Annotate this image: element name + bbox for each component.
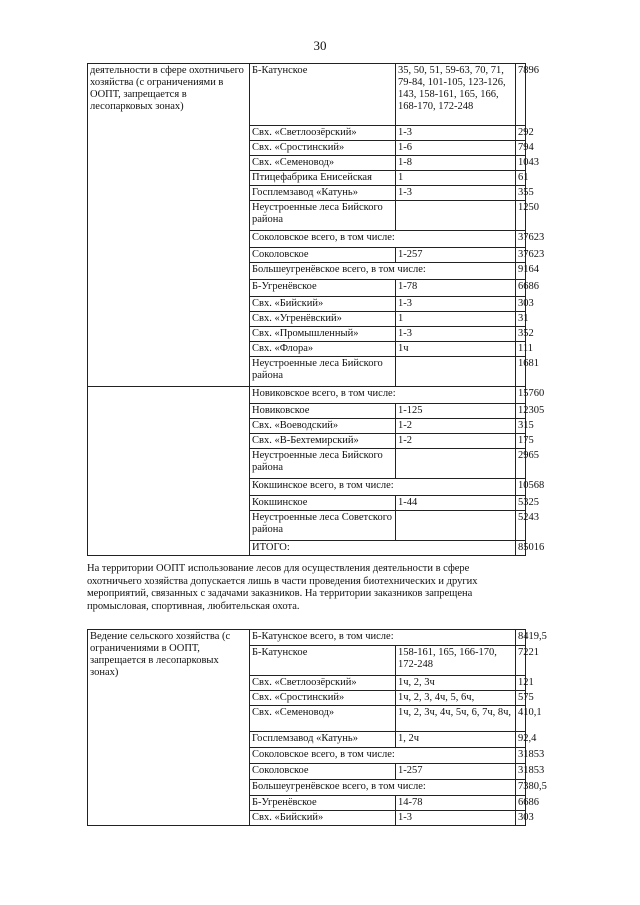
quarter-numbers — [396, 357, 516, 387]
quarter-numbers: 1-2 — [396, 434, 516, 449]
subtotal-label: Новиковское всего, в том числе: — [250, 387, 516, 404]
subtotal-label: ИТОГО: — [250, 541, 516, 556]
activity-cell: деятельности в сфере охотничьего хозяйства (с ограничениями в ООПТ, запрещается в лесопарковых зонах) — [88, 64, 250, 387]
forestry-name: Свх. «Промышленный» — [250, 327, 396, 342]
area-value: 303 — [516, 297, 526, 312]
forestry-name: Свх. «Угренёвский» — [250, 312, 396, 327]
area-value: 355 — [516, 186, 526, 201]
table-row — [88, 64, 526, 126]
forestry-name: Свх. «Сростинский» — [250, 691, 396, 706]
quarter-numbers: 1-3 — [396, 297, 516, 312]
quarter-numbers: 14-78 — [396, 796, 516, 811]
forestry-name: Свх. «Бийский» — [250, 811, 396, 826]
quarter-numbers: 1-3 — [396, 186, 516, 201]
subtotal-label: Большеугренёвское всего, в том числе: — [250, 780, 516, 796]
forestry-name: Неустроенные леса Советского района — [250, 511, 396, 541]
subtotal-label: Кокшинское всего, в том числе: — [250, 479, 516, 496]
subtotal-label: Б-Катунское всего, в том числе: — [250, 630, 516, 646]
area-value: 37623 — [516, 231, 526, 248]
quarter-numbers: 1-2 — [396, 419, 516, 434]
forestry-name: Свх. «Светлоозёрский» — [250, 126, 396, 141]
quarter-numbers: 1-125 — [396, 404, 516, 419]
table-row — [88, 630, 526, 646]
area-value: 92,4 — [516, 732, 526, 748]
quarter-numbers: 1 — [396, 171, 516, 186]
activity-cell — [88, 387, 250, 556]
quarter-numbers: 1-78 — [396, 280, 516, 297]
area-value: 37623 — [516, 248, 526, 263]
forestry-name: Свх. «Сростинский» — [250, 141, 396, 156]
area-value: 9164 — [516, 263, 526, 280]
forestry-name: Неустроенные леса Бийского района — [250, 201, 396, 231]
area-value: 7221 — [516, 646, 526, 676]
area-value: 121 — [516, 676, 526, 691]
quarter-numbers: 1-3 — [396, 126, 516, 141]
area-value: 575 — [516, 691, 526, 706]
quarter-numbers: 1, 2ч — [396, 732, 516, 748]
area-value: 31853 — [516, 748, 526, 764]
area-value: 1250 — [516, 201, 526, 231]
subtotal-label: Соколовское всего, в том числе: — [250, 231, 516, 248]
area-value: 292 — [516, 126, 526, 141]
subtotal-label: Соколовское всего, в том числе: — [250, 748, 516, 764]
quarter-numbers: 1-257 — [396, 248, 516, 263]
forestry-name: Новиковское — [250, 404, 396, 419]
forestry-name: Госплемзавод «Катунь» — [250, 186, 396, 201]
quarter-numbers — [396, 201, 516, 231]
area-value: 1681 — [516, 357, 526, 387]
restriction-note: На территории ООПТ использование лесов для осуществления деятельности в сфере охотничьего хозяйства допускается лишь в части проведения биотехнических и других мероприятий, связанных с задачами заказников. На территории заказников запрещена промысловая, спортивная, любительская охота. — [87, 563, 478, 612]
forestry-name: Б-Угренёвское — [250, 796, 396, 811]
area-value: 6686 — [516, 280, 526, 297]
forestry-name: Б-Угренёвское — [250, 280, 396, 297]
quarter-numbers: 1-44 — [396, 496, 516, 511]
forestry-name: Госплемзавод «Катунь» — [250, 732, 396, 748]
area-value: 352 — [516, 327, 526, 342]
forestry-name: Свх. «Воеводский» — [250, 419, 396, 434]
area-value: 1043 — [516, 156, 526, 171]
quarter-numbers: 1-3 — [396, 327, 516, 342]
forestry-name: Б-Катунское — [250, 646, 396, 676]
forestry-name: Свх. «Светлоозёрский» — [250, 676, 396, 691]
area-value: 15760 — [516, 387, 526, 404]
forest-use-table-agriculture — [87, 629, 547, 826]
area-value: 175 — [516, 434, 526, 449]
area-value: 315 — [516, 419, 526, 434]
forestry-name: Б-Катунское — [250, 64, 396, 126]
area-value: 5325 — [516, 496, 526, 511]
subtotal-label: Большеугренёвское всего, в том числе: — [250, 263, 516, 280]
quarter-numbers: 1ч, 2, 3ч — [396, 676, 516, 691]
forestry-name: Неустроенные леса Бийского района — [250, 449, 396, 479]
quarter-numbers: 1-6 — [396, 141, 516, 156]
area-value: 794 — [516, 141, 526, 156]
area-value: 31853 — [516, 764, 526, 780]
area-value: 303 — [516, 811, 526, 826]
quarter-numbers: 1-8 — [396, 156, 516, 171]
forestry-name: Неустроенные леса Бийского района — [250, 357, 396, 387]
activity-cell: Ведение сельского хозяйства (с ограничениями в ООПТ, запрещается в лесопарковых зонах) — [88, 630, 250, 826]
quarter-numbers: 1ч — [396, 342, 516, 357]
page-number: 30 — [313, 38, 327, 53]
table-row — [88, 387, 526, 404]
quarter-numbers: 1-257 — [396, 764, 516, 780]
area-value: 85016 — [516, 541, 526, 556]
quarter-numbers: 1ч, 2, 3ч, 4ч, 5ч, 6, 7ч, 8ч, — [396, 706, 516, 732]
quarter-numbers — [396, 449, 516, 479]
quarter-numbers: 35, 50, 51, 59-63, 70, 71, 79-84, 101-105, 123-126, 143, 158-161, 165, 166, 168-170, 172-248 — [396, 64, 516, 126]
forestry-name: Свх. «Семеновод» — [250, 156, 396, 171]
area-value: 12305 — [516, 404, 526, 419]
quarter-numbers: 1-3 — [396, 811, 516, 826]
forestry-name: Птицефабрика Енисейская — [250, 171, 396, 186]
forestry-name: Кокшинское — [250, 496, 396, 511]
forestry-name: Свх. «Флора» — [250, 342, 396, 357]
forestry-name: Соколовское — [250, 764, 396, 780]
area-value: 8419,5 — [516, 630, 526, 646]
area-value: 61 — [516, 171, 526, 186]
area-value: 6686 — [516, 796, 526, 811]
forestry-name: Свх. «Семеновод» — [250, 706, 396, 732]
area-value: 5243 — [516, 511, 526, 541]
forest-use-table-hunting — [87, 63, 545, 556]
quarter-numbers: 1 — [396, 312, 516, 327]
area-value: 10568 — [516, 479, 526, 496]
area-value: 7896 — [516, 64, 526, 126]
area-value: 111 — [516, 342, 526, 357]
forestry-name: Свх. «В-Бехтемирский» — [250, 434, 396, 449]
area-value: 31 — [516, 312, 526, 327]
forestry-name: Соколовское — [250, 248, 396, 263]
area-value: 7380,5 — [516, 780, 526, 796]
area-value: 410,1 — [516, 706, 526, 732]
area-value: 2965 — [516, 449, 526, 479]
quarter-numbers: 158-161, 165, 166-170, 172-248 — [396, 646, 516, 676]
quarter-numbers — [396, 511, 516, 541]
forestry-name: Свх. «Бийский» — [250, 297, 396, 312]
quarter-numbers: 1ч, 2, 3, 4ч, 5, 6ч, — [396, 691, 516, 706]
